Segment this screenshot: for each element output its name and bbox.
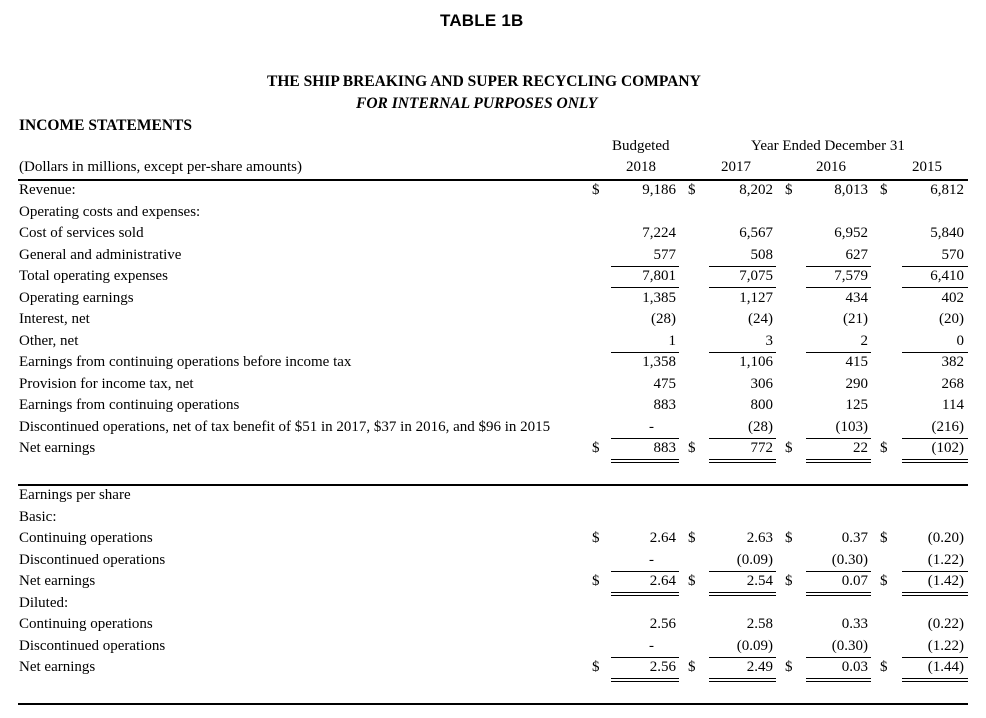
value-2018: 7,224 bbox=[642, 225, 676, 241]
value-2015: 114 bbox=[942, 397, 964, 413]
value-2018: 2.64 bbox=[649, 530, 676, 546]
value-2015: 5,840 bbox=[930, 225, 964, 241]
value-2018: 2.56 bbox=[649, 616, 676, 632]
value-2017: 306 bbox=[750, 375, 773, 392]
single-underline bbox=[902, 287, 968, 288]
dollar-sign-2015: $ bbox=[880, 530, 888, 546]
row-label: Provision for income tax, net bbox=[19, 375, 194, 392]
single-underline bbox=[806, 438, 871, 439]
dollar-sign-2015: $ bbox=[880, 573, 888, 589]
value-2016: 7,579 bbox=[834, 268, 868, 284]
value-2018: 475 bbox=[653, 375, 676, 392]
dollar-sign-2018: $ bbox=[592, 659, 600, 675]
single-underline bbox=[611, 657, 679, 658]
value-2018: (28) bbox=[651, 311, 676, 327]
value-2017: (0.09) bbox=[736, 551, 773, 568]
value-2016: 0.33 bbox=[841, 616, 868, 632]
row-label: Operating costs and expenses: bbox=[19, 203, 201, 220]
value-2016: 125 bbox=[845, 397, 868, 413]
single-underline bbox=[902, 657, 968, 658]
value-2017: 1,127 bbox=[739, 289, 773, 306]
header-budgeted: Budgeted bbox=[612, 138, 670, 154]
double-underline bbox=[709, 459, 776, 460]
value-2016: 0.37 bbox=[841, 530, 868, 546]
value-2016: (0.30) bbox=[831, 551, 868, 568]
header-year-ended: Year Ended December 31 bbox=[751, 138, 905, 154]
value-2018: - bbox=[649, 637, 654, 654]
single-underline bbox=[611, 287, 679, 288]
single-underline bbox=[806, 266, 871, 267]
dollar-sign-2018: $ bbox=[592, 182, 600, 198]
dollar-sign-2017: $ bbox=[688, 182, 696, 198]
company-name: THE SHIP BREAKING AND SUPER RECYCLING COMPANY bbox=[267, 73, 701, 90]
single-underline bbox=[611, 352, 679, 353]
double-underline bbox=[806, 592, 871, 593]
dollar-sign-2017: $ bbox=[688, 440, 696, 456]
double-underline bbox=[611, 678, 679, 679]
value-2017: 2.54 bbox=[746, 573, 773, 589]
value-2015: 6,410 bbox=[930, 268, 964, 284]
single-underline bbox=[806, 657, 871, 658]
units-note: (Dollars in millions, except per-share amounts) bbox=[19, 159, 302, 175]
value-2017: 508 bbox=[750, 246, 773, 263]
row-label: Discontinued operations bbox=[19, 551, 166, 568]
dollar-sign-2016: $ bbox=[785, 440, 793, 456]
value-2018: - bbox=[649, 551, 654, 568]
value-2016: 290 bbox=[845, 375, 868, 392]
value-2015: 268 bbox=[941, 375, 964, 392]
value-2015: (1.22) bbox=[927, 551, 964, 568]
double-underline bbox=[611, 592, 679, 593]
value-2018: 7,801 bbox=[642, 268, 676, 284]
value-2017: 2.58 bbox=[746, 616, 773, 632]
row-label: Net earnings bbox=[19, 659, 96, 675]
value-2015: 402 bbox=[941, 289, 964, 306]
dollar-sign-2015: $ bbox=[880, 440, 888, 456]
value-2018: 2.64 bbox=[649, 573, 676, 589]
dollar-sign-2015: $ bbox=[880, 659, 888, 675]
double-underline bbox=[709, 681, 776, 682]
single-underline bbox=[709, 571, 776, 572]
value-2015: (1.42) bbox=[927, 573, 964, 589]
dollar-sign-2016: $ bbox=[785, 182, 793, 198]
row-label: Net earnings bbox=[19, 573, 96, 589]
double-underline bbox=[709, 592, 776, 593]
double-underline bbox=[806, 459, 871, 460]
header-year-2017: 2017 bbox=[721, 159, 751, 175]
dollar-sign-2018: $ bbox=[592, 573, 600, 589]
row-label: Earnings per share bbox=[19, 487, 131, 503]
value-2015: (102) bbox=[931, 440, 964, 456]
double-underline bbox=[902, 462, 968, 463]
value-2018: - bbox=[649, 418, 654, 435]
row-label: Earnings from continuing operations bbox=[19, 397, 240, 413]
row-label: Discontinued operations, net of tax benefit of $51 in 2017, $37 in 2016, and $96 in 2015 bbox=[19, 418, 551, 435]
value-2015: (20) bbox=[939, 311, 964, 327]
row-label: Earnings from continuing operations before income tax bbox=[19, 354, 352, 370]
value-2016: 434 bbox=[845, 289, 868, 306]
value-2016: (0.30) bbox=[831, 637, 868, 654]
single-underline bbox=[709, 352, 776, 353]
row-label: Total operating expenses bbox=[19, 268, 168, 284]
value-2015: 382 bbox=[941, 354, 964, 370]
value-2015: 570 bbox=[941, 246, 964, 263]
dollar-sign-2018: $ bbox=[592, 440, 600, 456]
header-year-2015: 2015 bbox=[912, 159, 942, 175]
row-label: Interest, net bbox=[19, 311, 90, 327]
value-2017: 2.63 bbox=[746, 530, 773, 546]
value-2016: 627 bbox=[845, 246, 868, 263]
value-2016: 0.03 bbox=[841, 659, 868, 675]
row-label: Operating earnings bbox=[19, 289, 134, 306]
row-label: Diluted: bbox=[19, 594, 69, 611]
value-2018: 2.56 bbox=[649, 659, 676, 675]
single-underline bbox=[611, 571, 679, 572]
header-year-2016: 2016 bbox=[816, 159, 846, 175]
row-label: Net earnings bbox=[19, 440, 96, 456]
value-2017: 772 bbox=[750, 440, 773, 456]
section-divider bbox=[18, 484, 968, 486]
dollar-sign-2016: $ bbox=[785, 573, 793, 589]
header-rule bbox=[18, 179, 968, 181]
value-2017: 2.49 bbox=[746, 659, 773, 675]
value-2015: (216) bbox=[931, 418, 964, 435]
double-underline bbox=[806, 681, 871, 682]
value-2015: 0 bbox=[956, 332, 964, 349]
value-2017: (28) bbox=[748, 418, 773, 435]
value-2017: (0.09) bbox=[736, 637, 773, 654]
single-underline bbox=[709, 438, 776, 439]
value-2016: 22 bbox=[853, 440, 868, 456]
table-title: TABLE 1B bbox=[440, 11, 524, 30]
value-2016: (21) bbox=[843, 311, 868, 327]
value-2015: (1.44) bbox=[927, 659, 964, 675]
value-2018: 883 bbox=[653, 440, 676, 456]
row-label: Continuing operations bbox=[19, 530, 153, 546]
single-underline bbox=[806, 352, 871, 353]
double-underline bbox=[806, 678, 871, 679]
single-underline bbox=[709, 287, 776, 288]
value-2018: 883 bbox=[653, 397, 676, 413]
row-label: Basic: bbox=[19, 508, 57, 525]
single-underline bbox=[902, 438, 968, 439]
value-2016: 6,952 bbox=[834, 225, 868, 241]
value-2015: (1.22) bbox=[927, 637, 964, 654]
dollar-sign-2016: $ bbox=[785, 659, 793, 675]
header-year-2018: 2018 bbox=[626, 159, 656, 175]
value-2015: (0.20) bbox=[927, 530, 964, 546]
single-underline bbox=[806, 287, 871, 288]
double-underline bbox=[902, 678, 968, 679]
single-underline bbox=[902, 266, 968, 267]
dollar-sign-2017: $ bbox=[688, 530, 696, 546]
double-underline bbox=[902, 681, 968, 682]
value-2016: 0.07 bbox=[841, 573, 868, 589]
value-2017: 8,202 bbox=[739, 182, 773, 198]
row-label: General and administrative bbox=[19, 246, 182, 263]
value-2017: 7,075 bbox=[739, 268, 773, 284]
double-underline bbox=[902, 595, 968, 596]
value-2015: (0.22) bbox=[927, 616, 964, 632]
double-underline bbox=[611, 681, 679, 682]
double-underline bbox=[902, 592, 968, 593]
row-label: Discontinued operations bbox=[19, 637, 166, 654]
row-label: Cost of services sold bbox=[19, 225, 144, 241]
dollar-sign-2018: $ bbox=[592, 530, 600, 546]
single-underline bbox=[806, 571, 871, 572]
single-underline bbox=[611, 438, 679, 439]
double-underline bbox=[806, 462, 871, 463]
value-2016: (103) bbox=[835, 418, 868, 435]
single-underline bbox=[902, 571, 968, 572]
double-underline bbox=[902, 459, 968, 460]
value-2017: 1,106 bbox=[739, 354, 773, 370]
row-label: Revenue: bbox=[19, 182, 76, 198]
internal-note: FOR INTERNAL PURPOSES ONLY bbox=[356, 95, 598, 112]
value-2017: 800 bbox=[750, 397, 773, 413]
double-underline bbox=[709, 678, 776, 679]
single-underline bbox=[709, 657, 776, 658]
value-2017: 6,567 bbox=[739, 225, 773, 241]
value-2018: 1,358 bbox=[642, 354, 676, 370]
bottom-rule bbox=[18, 703, 968, 705]
double-underline bbox=[806, 595, 871, 596]
double-underline bbox=[611, 462, 679, 463]
row-label: Other, net bbox=[19, 332, 79, 349]
dollar-sign-2017: $ bbox=[688, 659, 696, 675]
double-underline bbox=[709, 462, 776, 463]
value-2015: 6,812 bbox=[930, 182, 964, 198]
value-2017: (24) bbox=[748, 311, 773, 327]
single-underline bbox=[902, 352, 968, 353]
dollar-sign-2015: $ bbox=[880, 182, 888, 198]
single-underline bbox=[709, 266, 776, 267]
value-2017: 3 bbox=[765, 332, 773, 349]
value-2016: 2 bbox=[860, 332, 868, 349]
dollar-sign-2016: $ bbox=[785, 530, 793, 546]
value-2016: 8,013 bbox=[834, 182, 868, 198]
single-underline bbox=[611, 266, 679, 267]
value-2018: 1,385 bbox=[642, 289, 676, 306]
value-2016: 415 bbox=[845, 354, 868, 370]
double-underline bbox=[611, 459, 679, 460]
value-2018: 9,186 bbox=[642, 182, 676, 198]
section-title: INCOME STATEMENTS bbox=[19, 117, 192, 134]
row-label: Continuing operations bbox=[19, 616, 153, 632]
value-2018: 1 bbox=[668, 332, 676, 349]
dollar-sign-2017: $ bbox=[688, 573, 696, 589]
double-underline bbox=[611, 595, 679, 596]
double-underline bbox=[709, 595, 776, 596]
value-2018: 577 bbox=[653, 246, 676, 263]
